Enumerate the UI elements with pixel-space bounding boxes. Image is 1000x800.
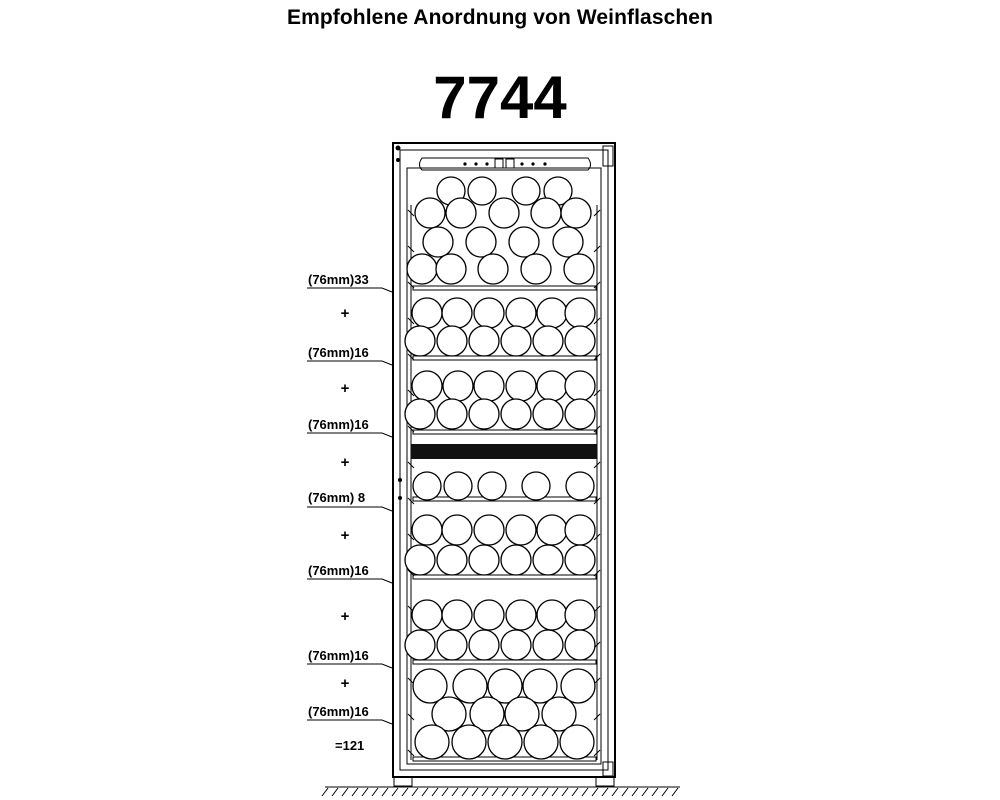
bottle — [565, 630, 595, 660]
bottle — [412, 298, 442, 328]
plus-sign: + — [340, 454, 350, 471]
bottle — [437, 545, 467, 575]
bottle — [474, 515, 504, 545]
model-number: 7744 — [433, 64, 567, 131]
floor-hatch — [412, 788, 418, 796]
bottle-total: =121 — [335, 738, 365, 753]
bottle — [469, 545, 499, 575]
shelf-label-2: (76mm)16 — [308, 345, 369, 360]
floor-hatch — [642, 788, 648, 796]
bottle — [407, 254, 437, 284]
bottle — [469, 399, 499, 429]
shelf — [413, 497, 596, 501]
bottle — [474, 371, 504, 401]
bottle — [537, 600, 567, 630]
bottle — [501, 630, 531, 660]
bottle — [565, 326, 595, 356]
bottle — [564, 254, 594, 284]
bottle — [521, 254, 551, 284]
floor-hatch — [452, 788, 458, 796]
bottle — [501, 545, 531, 575]
label-leader-lines — [307, 288, 392, 724]
bottle — [489, 198, 519, 228]
zone-divider — [411, 444, 597, 459]
shelf — [413, 356, 596, 360]
bottle — [533, 399, 563, 429]
plus-sign: + — [340, 305, 350, 322]
bottle — [442, 515, 472, 545]
floor-hatch — [322, 788, 328, 796]
floor-hatch — [392, 788, 398, 796]
bottle — [501, 326, 531, 356]
bottle — [531, 198, 561, 228]
floor-hatch — [482, 788, 488, 796]
floor-hatch — [632, 788, 638, 796]
floor-hatch — [462, 788, 468, 796]
floor-hatch — [552, 788, 558, 796]
floor-hatch — [362, 788, 368, 796]
bottle — [437, 630, 467, 660]
floor-hatch — [652, 788, 658, 796]
floor-hatch — [572, 788, 578, 796]
bottle — [565, 545, 595, 575]
page-title: Empfohlene Anordnung von Weinflaschen — [286, 6, 714, 29]
bottle — [474, 600, 504, 630]
bottle — [561, 198, 591, 228]
bottle — [533, 545, 563, 575]
shelf-label-6: (76mm)16 — [308, 648, 369, 663]
floor-hatch — [442, 788, 448, 796]
bottle — [442, 600, 472, 630]
bottle — [524, 725, 558, 759]
bottle — [446, 198, 476, 228]
bottle — [565, 600, 595, 630]
floor-hatch — [622, 788, 628, 796]
bottle — [469, 326, 499, 356]
bottle — [405, 326, 435, 356]
shelf — [413, 660, 596, 664]
bottle — [506, 371, 536, 401]
bottle — [506, 298, 536, 328]
bottle — [423, 227, 453, 257]
bottle — [442, 298, 472, 328]
floor-hatch — [592, 788, 598, 796]
bottle — [437, 326, 467, 356]
control-panel-buttons — [463, 159, 546, 168]
bottle — [478, 472, 506, 500]
floor-hatch — [612, 788, 618, 796]
shelf — [413, 430, 596, 434]
floor-hatch — [402, 788, 408, 796]
bottle — [506, 600, 536, 630]
shelf — [413, 575, 596, 579]
bottle — [537, 515, 567, 545]
bottle — [468, 177, 496, 205]
bottle — [415, 725, 449, 759]
floor-hatch — [672, 788, 678, 796]
bottle — [415, 198, 445, 228]
shelf-label-5: (76mm)16 — [308, 563, 369, 578]
bottle — [469, 630, 499, 660]
shelf-label-4: (76mm) 8 — [308, 490, 366, 505]
shelf-label-7: (76mm)16 — [308, 704, 369, 719]
floor-hatch — [432, 788, 438, 796]
floor-hatch — [492, 788, 498, 796]
bottle — [437, 399, 467, 429]
bottle — [478, 254, 508, 284]
bottle — [512, 177, 540, 205]
floor-hatch — [602, 788, 608, 796]
floor-hatch — [372, 788, 378, 796]
bottle — [452, 725, 486, 759]
bottle — [466, 227, 496, 257]
bottle — [565, 399, 595, 429]
floor-hatch — [472, 788, 478, 796]
floor-hatch — [342, 788, 348, 796]
bottle — [501, 399, 531, 429]
bottle — [412, 371, 442, 401]
bottle — [565, 515, 595, 545]
bottle — [533, 326, 563, 356]
bottle — [412, 515, 442, 545]
floor-hatch — [542, 788, 548, 796]
bottle — [565, 298, 595, 328]
plus-sign: + — [340, 675, 350, 692]
bottle — [412, 600, 442, 630]
bottle — [537, 371, 567, 401]
floor-hatch — [422, 788, 428, 796]
floor-hatch — [382, 788, 388, 796]
bottle — [488, 725, 522, 759]
bottle — [537, 298, 567, 328]
bottle — [566, 472, 594, 500]
plus-sign: + — [340, 608, 350, 625]
shelf-label-3: (76mm)16 — [308, 417, 369, 432]
bottle — [413, 472, 441, 500]
bottle — [509, 227, 539, 257]
bottle — [405, 399, 435, 429]
floor-hatching — [322, 787, 680, 796]
bottle — [443, 371, 473, 401]
bottle — [522, 472, 550, 500]
floor-hatch — [332, 788, 338, 796]
floor-hatch — [512, 788, 518, 796]
bottle — [405, 545, 435, 575]
bottle — [444, 472, 472, 500]
bottle — [533, 630, 563, 660]
floor-hatch — [662, 788, 668, 796]
floor-hatch — [352, 788, 358, 796]
shelf — [413, 286, 596, 290]
bottle-layout — [405, 177, 595, 759]
bottle — [405, 630, 435, 660]
floor-hatch — [582, 788, 588, 796]
plus-sign: + — [340, 527, 350, 544]
floor-hatch — [532, 788, 538, 796]
bottle — [436, 254, 466, 284]
floor-hatch — [562, 788, 568, 796]
bottle — [560, 725, 594, 759]
shelf-label-1: (76mm)33 — [308, 272, 369, 287]
bottle — [506, 515, 536, 545]
bottle — [565, 371, 595, 401]
bottle — [474, 298, 504, 328]
floor-hatch — [522, 788, 528, 796]
plus-sign: + — [340, 380, 350, 397]
bottle — [553, 227, 583, 257]
floor-hatch — [502, 788, 508, 796]
